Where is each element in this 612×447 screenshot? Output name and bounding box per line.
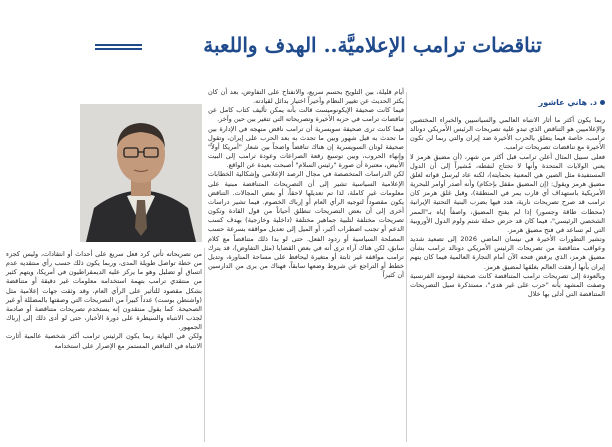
- author-photo: [80, 104, 202, 242]
- column-divider: [406, 92, 407, 442]
- paragraph: من تصريحاته تأتي كرد فعل سريع على أحداث أو انتقادات، وليس كجزء من خطة تواصل طويلة المدى، وربما يكون ذلك حسب رأي منتقديه عدم اتساق أو تضليل وهو ما يركز عليه الديمقراطيون في أمريكا، ويتهم كثير من منتقدي ترامب بتهمة استخدامه معلومات غير دقيقة أو متناقضة بشكل مقصود للتأثير على الرأي العام، وقد وثقت جهات إعلامية مثل (واشنطن بوست) عدداً كبيراً من التصريحات التي وصفتها بالمضللة أو غير الصحيحة. كما يقول منتقدون إنه يستخدم تصريحات متناقضة أو صادمة لجذب الانتباه والسيطرة على دورة الأخبار، حتى لو أدى ذلك إلى إرباك الجمهور.: [6, 250, 202, 332]
- paragraph: فيما كانت ترى صحيفة سويسرية أن ترامب ناقض منهجه في الإدارة بين ما تحدث به قبل شهور وبين ما تحدث به بعد الحرب على إيران، وتقول صحيفة لوتان السويسرية إن هناك تناقضاً واضحاً بين شعار "أمريكا أولاً" وإنهاء الحروب، وبين توسيع رقعة الصراعات وعودة ترامب إلى البيت الأبيض، معتبرة أن صورة "رئيس السلام" أصبحت بعيدة عن الواقع.: [208, 124, 404, 170]
- page-title: تناقضات ترامب الإعلاميَّة.. الهدف واللعبة: [203, 33, 542, 57]
- paragraph: وبالعودة إلى تصريحات ترامب المتناقضة كانت صحيفة لوموند الفرنسية وصفت المشهد بأنه "حرب على غير هدى"، مستذكرة سيل التصريحات المتناقضة التي أدلى بها خلال: [410, 271, 605, 298]
- paragraph: فيما كانت صحيفة الإيكونوميست قالت بأنه يمكن تأليف كتاب كامل عن تناقضات ترامب في حربه الأخيرة وتصريحاته التي تتغير بين حين وآخر.: [208, 106, 404, 124]
- headline-decoration: [95, 44, 142, 50]
- article-column-3: [6, 250, 202, 440]
- paragraph: لكن الدراسات المتخصصة في مجال الرصد الإعلامي وإشكالية الخطابات الإعلامية السياسية تشير إلى أن التصريحات المتناقضة مبنية على معلومات غير كاملة، لذا تم تعديلها لاحقاً، أو بعض المجالات. التناقض يكون مقصوداً لتوجيه الرأي العام أو إرباك الخصوم. فيما تشير دراسات أخرى إلى أن بعض التصريحات تنطلق أحياناً من قول القادة وتكون تصريحات مختلفة لتلبية جماهير مختلفة (داخلية وخارجية) بهدف كسب الدعم أو تجنب اضطراب أكبر، أو الميل إلى تعديل مواقفه بسرعة حسب المصلحة السياسية أو ردود الفعل. حتى لو بدا ذلك متناقضاً مع كلام سابق، لكن هناك آراء ترى أنه في بعض القضايا (مثل التفاوض)، قد يترك ترامب مواقفه غير ثابتة أو متغيرة ليحافظ على مساحة المناورة، وتديل خطط أو التراجع عن شروط وضعها سابقاً، فهناك من يرى من الدارسين أن كثيراً: [208, 170, 404, 280]
- article-column-2: [208, 88, 404, 443]
- paragraph: ولكن في النهاية ربما يكون الرئيس ترامب أكثر شخصية عالمية أثارت الانتباه في التناقض المستمر مع الإصرار على استخدامه: [6, 332, 202, 350]
- bullet-icon: [600, 100, 605, 105]
- paragraph: أيام قليلة، بين التلويح بحسم سريع، والانفتاح على التفاوض، بعد أن كان يكثر الحديث عن تغيير النظام وأخيراً اختيار بدائل لقيادته.: [208, 88, 404, 106]
- author-byline: [410, 98, 605, 108]
- paragraph: فعلى سبيل المثال أعلن ترامب قبل أكثر من شهر، (أن مضيق هرمز لا يعني الولايات المتحدة وأنها لا تحتاج لنفطه، مُشيراً إلى أن الدول المستفيدة مثل الصين هي المعنية بحمايته)، لكنه عاد ليرسل قواته لغلق مضيق هرمز ويقول: (إن المضيق مقفل بإحكام) وأنه أصدر أوامر للبحرية الأمريكية باستهداف أي قارب يمر في المنطقة)، وقبل غلق هرمز كان ترامب قد صرح تصريحات نارية، هدد فيها بضرب البنية التحتية الإيرانية (محطات طاقة وجسور) إذا لم يفتح المضيق، واصفاً إياه بـ"الممر الشخصي الرئيسي"، فيما كان قد حرض حملة شتم ولوم الدول الأوروبية التي لم تساعد في فتح مضيق هرمز.: [410, 152, 605, 234]
- paragraph: ربما يكون أكثر ما أثار الانتباه العالمي والسياسيين والخبراء المختصين والإعلاميين هو التناقض الذي تبدو عليه تصريحات الرئيس الأمريكي دونالد ترامب، خاصة فيما يتعلق بالحرب الأخيرة ضد إيران والتي ربما لن تكون الأخيرة مع تناقضات تصريحات ترامب.: [410, 116, 605, 152]
- author-name: د. هاني عاشور: [538, 98, 597, 107]
- paragraph: وتشير التطورات الأخيرة في نيسان الماضي 2026 إلى تصعيد شديد وعواقب متناقضة من تصريحات الرئيس الأمريكي دونالد ترامب بشأن مضيق هرمز، الذي يرفض فتحه الآن أمام التجارة العالمية فيما كان يتهم إيران بأنها أرهقت العالم بغلقها لمضيق هرمز.: [410, 235, 605, 271]
- article-column-1: [410, 98, 605, 443]
- portrait-image: [80, 104, 202, 242]
- column-divider: [204, 248, 205, 442]
